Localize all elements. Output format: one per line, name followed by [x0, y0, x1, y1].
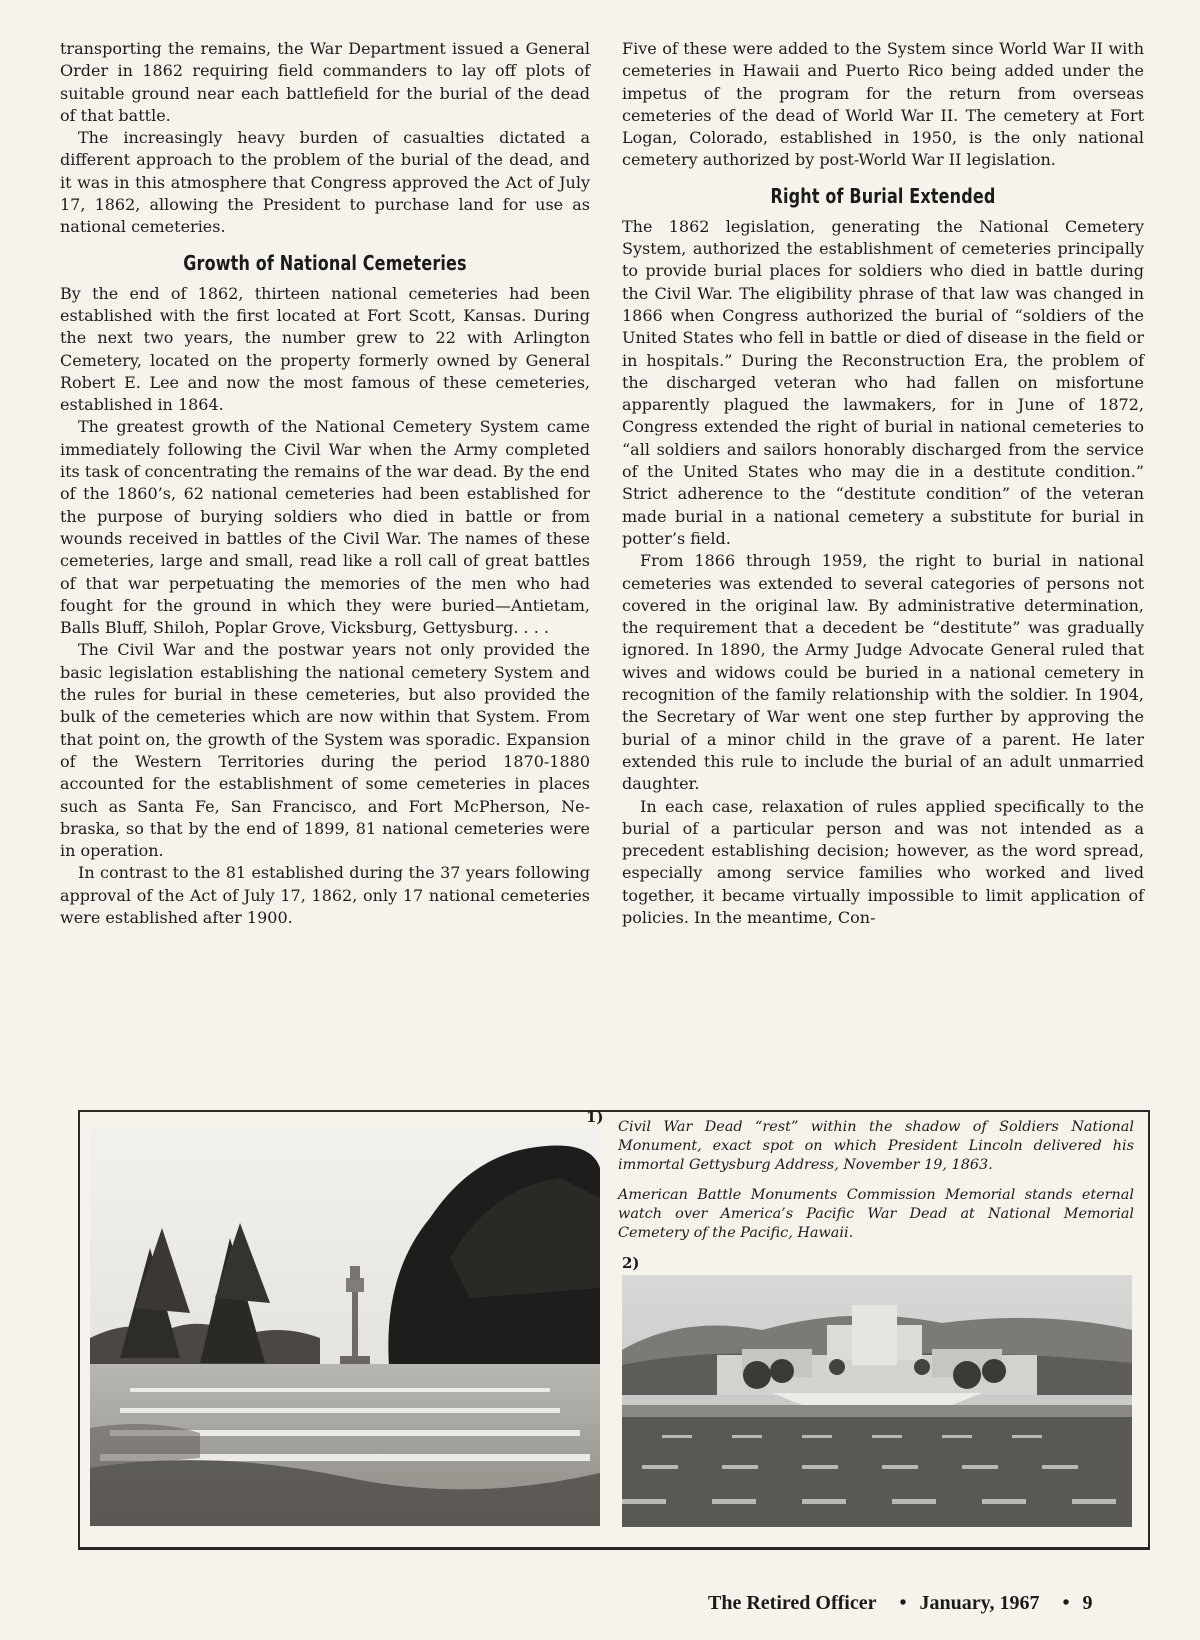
- section-heading: Growth of National Cemeteries: [183, 250, 467, 275]
- gettysburg-photo-illustration: [90, 1128, 600, 1526]
- left-column: [60, 38, 590, 929]
- paragraph: From 1866 through 1959, the right to burial in national cemeteries was extended to several categories of persons not covered in the original law. By administrative determination, the requirement that a decedent be “destitute” was gradually ignored. In 1890, the Army Judge Advocate General ruled that wives and widows could be buried in a national cemetery in recognition of the family relationship with the soldier. In 1904, the Secretary of War went one step further by approving the burial of a minor child in the grave of a parent. He later extended this rule to include the burial of an adult unmarried daughter.: [622, 551, 1144, 794]
- paragraph: In each case, relaxation of rules applied specifically to the burial of a particular person and was not intended as a precedent establishing decision; however, as the word spread, especially among service families who worked and lived together, it became virtually impossible to limit application of policies. In the meantime, Con-: [622, 796, 1144, 927]
- photo-number: 1): [586, 1108, 604, 1126]
- paragraph: The greatest growth of the National Cemetery System came immediately following the Civil War when the Army completed its task of concentrating the remains of the war dead. By the end of the 1860’s, 62 national cemeteries had been established for the purpose of burying soldiers who died in battle or from wounds received in battles of the Civil War. The names of these cemeteries, large and small, read like a roll call of great battles of that war perpetuating the memories of the men who had fought for the ground in which they were buried—Antietam, Balls Bluff, Shiloh, Poplar Grove, Vicksburg, Gettysburg. . . .: [60, 417, 590, 638]
- gettysburg-cemetery-photo: [90, 1128, 600, 1526]
- pacific-memorial-photo: [622, 1275, 1132, 1527]
- publication-name: The Retired Officer: [708, 1592, 877, 1614]
- page-footer: [708, 1592, 1158, 1615]
- paragraph: Five of these were added to the System since World War II with cemeteries in Hawaii and Puerto Rico being added under the impetus of the program for the return from overseas cemeteries of the dead of World War II. The cemetery at Fort Logan, Colorado, established in 1950, is the only national cemetery authorized by post-World War II legislation.: [622, 39, 1144, 170]
- page-number: 9: [1082, 1592, 1093, 1614]
- section-heading: Right of Burial Extended: [770, 183, 996, 208]
- paragraph: The increasingly heavy burden of casualties dictated a different approach to the problem of the burial of the dead, and it was in this atmosphere that Congress approved the Act of July 17, 1862, allowing the President to purchase land for use as national cemeteries.: [60, 128, 590, 237]
- paragraph: The 1862 legislation, generating the National Cemetery System, authorized the establishment of cemeteries principally to provide burial places for soldiers who died in battle during the Civil War. The eligibility phrase of that law was changed in 1866 when Congress authorized the burial of “soldiers of the United States who fell in battle or died of disease in the field or in hospitals.” During the Reconstruction Era, the problem of the discharged veteran who had fallen on misfortune apparently plagued the lawmakers, for in June of 1872, Congress extended the right of burial in national cemeteries to “all soldiers and sailors honorably discharged from the service of the United States who may die in a destitute condition.” Strict adherence to the “destitute condition” of the veteran made burial in a national cemetery a substitute for burial in potter’s field.: [622, 216, 1144, 548]
- paragraph: In contrast to the 81 established during the 37 years following approval of the Act of July 17, 1862, only 17 national cemeteries were established after 1900.: [60, 863, 590, 927]
- paragraph: By the end of 1862, thirteen national cemeteries had been established with the first located at Fort Scott, Kansas. During the next two years, the number grew to 22 with Arlington Cemetery, located on the property formerly owned by General Robert E. Lee and now the most famous of these cemeteries, established in 1864.: [60, 283, 590, 415]
- issue-date: January, 1967: [919, 1592, 1040, 1614]
- bullet-separator: •: [1062, 1592, 1070, 1614]
- paragraph: The Civil War and the postwar years not only provided the basic legislation establishing the national cemetery System and the rules for burial in these cemeteries, but also provided the bulk of the cemeteries which are now within that System. From that point on, the growth of the System was sporadic. Expansion of the Western Territories during the period 1870-1880 accounted for the establishment of some cemeteries in places such as Santa Fe, San Francisco, and Fort McPherson, Nebraska, so that by the end of 1899, 81 national cemeteries were in operation.: [60, 640, 590, 861]
- photo-number: 2): [622, 1254, 640, 1272]
- right-column: [622, 38, 1144, 929]
- bullet-separator: •: [899, 1592, 907, 1614]
- photo-caption: American Battle Monuments Commission Memorial stands eternal watch over America’s Pacific War Dead at National Memorial Cemetery of the Pacific, Hawaii.: [618, 1187, 1134, 1241]
- pacific-photo-illustration: [622, 1275, 1132, 1527]
- paragraph: transporting the remains, the War Department issued a General Order in 1862 requiring field commanders to lay off plots of suitable ground near each battlefield for the burial of the dead of that battle.: [60, 39, 590, 125]
- photo-caption: Civil War Dead “rest” within the shadow of Soldiers National Monument, exact spot on which President Lincoln delivered his immortal Gettysburg Address, November 19, 1863.: [618, 1119, 1134, 1173]
